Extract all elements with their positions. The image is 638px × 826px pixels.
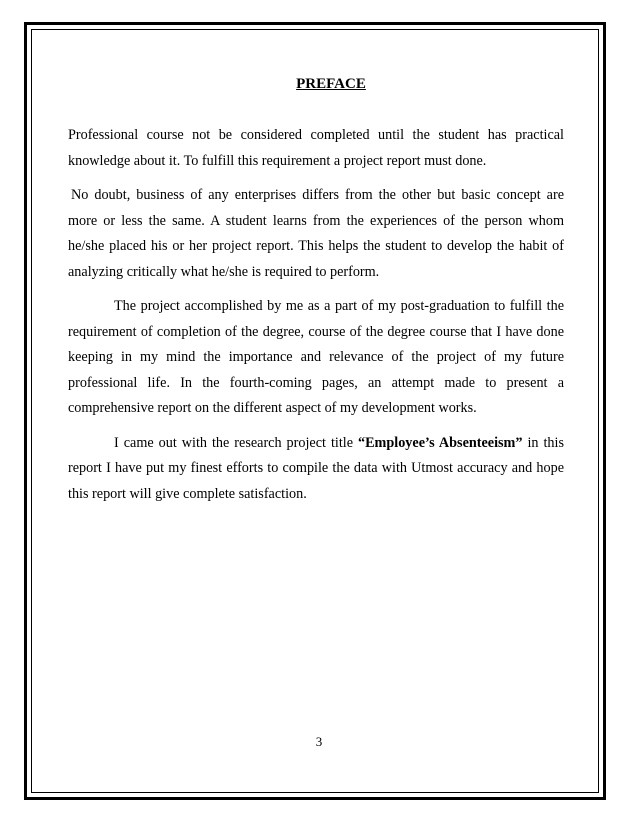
- paragraph-2: No doubt, business of any enterprises differs from the other but basic concept are more or less the same. A student learns from the experiences of the person whom he/she placed his or her project report. This helps the student to develop the habit of analyzing critically what he/she is required to perform.: [68, 187, 564, 280]
- page-title: PREFACE: [296, 76, 366, 92]
- paragraph-4-intro: I came out with the research project title: [114, 434, 358, 451]
- paragraph-4: [68, 431, 564, 508]
- page-number: 3: [315, 734, 323, 749]
- document-body: [68, 76, 564, 516]
- paragraph-4-rest: in this report I have put my finest efforts to compile the data with Utmost accuracy and hope this report will give complete satisfaction.: [68, 434, 564, 502]
- paragraph-1: Professional course not be considered completed until the student has practical knowledge about it. To fulfill this requirement a project report must done.: [68, 127, 564, 169]
- paragraph-3: The project accomplished by me as a part of my post-graduation to fulfill the requirement of completion of the degree, course of the degree course that I have done keeping in my mind the importance and relevance of the project of my future professional life. In the fourth-coming pages, an attempt made to present a comprehensive report on the different aspect of my development works.: [68, 298, 564, 416]
- project-title-text: “Employee’s Absenteeism”: [358, 434, 523, 451]
